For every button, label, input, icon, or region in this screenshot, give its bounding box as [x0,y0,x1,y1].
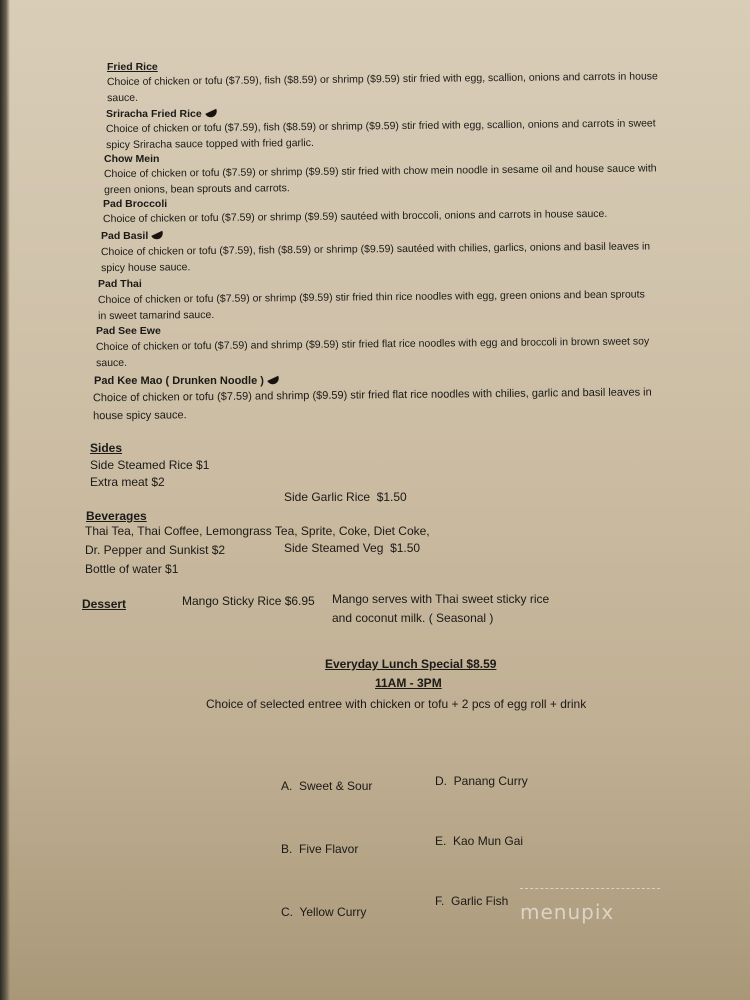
item-desc-pad-see-ewe [96,333,696,371]
item-name-pad-basil [101,230,164,244]
lunch-option: F. Garlic Fish [435,894,509,908]
item-name-text: Pad Kee Mao ( Drunken Noodle ) [94,375,264,387]
desc-line: spicy house sauce. [101,261,191,275]
desc-line: spicy Sriracha sauce topped with fried garlic. [106,136,314,152]
item-name-pad-kee-mao [94,374,280,388]
desc-line: in sweet tamarind sauce. [98,308,215,323]
item-name-chow-mein: Chow Mein [104,153,160,165]
beverages-heading: Beverages [86,509,147,523]
beverage-line: Dr. Pepper and Sunkist $2 [85,543,226,557]
chili-icon [205,109,218,120]
watermark-divider [520,888,660,889]
dessert-heading: Dessert [82,597,127,611]
desc-line: Choice of chicken or tofu ($7.59), fish ($8.59) or shrimp ($9.59) sautéed with chilies, garlics, onions and basil leaves in [100,240,651,259]
lunch-option: B. Five Flavor [281,842,359,856]
desc-line: Choice of chicken or tofu ($7.59), fish ($8.59) or shrimp ($9.59) stir fried with egg, scallion, onions and carrots in sweet [105,117,656,136]
item-desc-pad-kee-mao [93,383,713,425]
dessert-desc-line: and coconut milk. ( Seasonal ) [332,611,494,625]
desc-line: Choice of chicken or tofu ($7.59), fish ($8.59) or shrimp ($9.59) stir fried with egg, scallion, onions and carrots in house [106,70,658,89]
desc-line: Choice of chicken or tofu ($7.59) or shrimp ($9.59) stir fried thin rice noodles with egg, green onions and bean sprouts [97,288,645,307]
item-desc-pad-broccoli [103,205,703,227]
desc-line: green onions, bean sprouts and carrots. [104,182,290,197]
desc-line: Choice of chicken or tofu ($7.59) or shrimp ($9.59) stir fried with chow mein noodle in sesame oil and house sauce with [103,162,657,181]
item-desc-fried-rice [107,68,707,106]
lunch-options-right [435,731,528,951]
item-name-text: Sriracha Fried Rice [106,108,202,120]
side-item: Side Garlic Rice $1.50 [284,490,407,504]
side-item: Extra meat $2 [90,475,165,489]
desc-line: Choice of chicken or tofu ($7.59) and shrimp ($9.59) stir fried flat rice noodles with chilies, garlic and basil leaves in [92,386,652,405]
page-edge-shadow [0,0,10,1000]
lunch-special-desc: Choice of selected entree with chicken or tofu + 2 pcs of egg roll + drink [206,697,587,711]
lunch-option: E. Kao Mun Gai [435,834,524,848]
chili-icon [152,231,165,242]
lunch-options-left [281,734,372,965]
lunch-special-title: Everyday Lunch Special $8.59 [325,657,497,671]
item-desc-chow-mein [104,160,704,198]
desc-line: sauce. [96,356,128,370]
item-name-fried-rice: Fried Rice [107,61,158,73]
beverage-line: Thai Tea, Thai Coffee, Lemongrass Tea, Sprite, Coke, Diet Coke, [85,524,430,538]
sides-left-list [90,457,209,491]
beverage-line: Bottle of water $1 [85,562,179,576]
lunch-option: A. Sweet & Sour [281,779,373,793]
dessert-item: Mango Sticky Rice $6.95 [182,594,315,608]
item-name-pad-thai: Pad Thai [98,278,142,290]
desc-line: Choice of chicken or tofu ($7.59) or shrimp ($9.59) sautéed with broccoli, onions and carrots in house sauce. [102,207,608,226]
lunch-option: D. Panang Curry [435,774,528,788]
item-desc-pad-basil [101,238,701,276]
lunch-special-hours: 11AM - 3PM [375,676,442,690]
chili-icon [267,376,280,387]
dessert-desc [332,590,549,628]
dessert-desc-line: Mango serves with Thai sweet sticky rice [332,592,550,606]
item-name-pad-broccoli: Pad Broccoli [103,198,168,210]
side-item: Side Steamed Rice $1 [90,458,210,472]
sides-heading: Sides [90,441,123,455]
item-desc-pad-thai [98,286,698,324]
item-name-text: Pad Basil [101,230,149,242]
watermark-logo: menupix [520,900,615,924]
item-name-pad-see-ewe: Pad See Ewe [96,325,161,337]
desc-line: sauce. [107,91,139,105]
item-desc-sriracha-fried-rice [106,115,706,153]
lunch-option: C. Yellow Curry [281,905,367,919]
desc-line: house spicy sauce. [93,409,187,423]
desc-line: Choice of chicken or tofu ($7.59) and shrimp ($9.59) stir fried flat rice noodles with egg and broccoli in brown sweet soy [95,335,650,354]
beverages-list [85,522,430,579]
side-item: Side Steamed Veg $1.50 [284,541,421,555]
